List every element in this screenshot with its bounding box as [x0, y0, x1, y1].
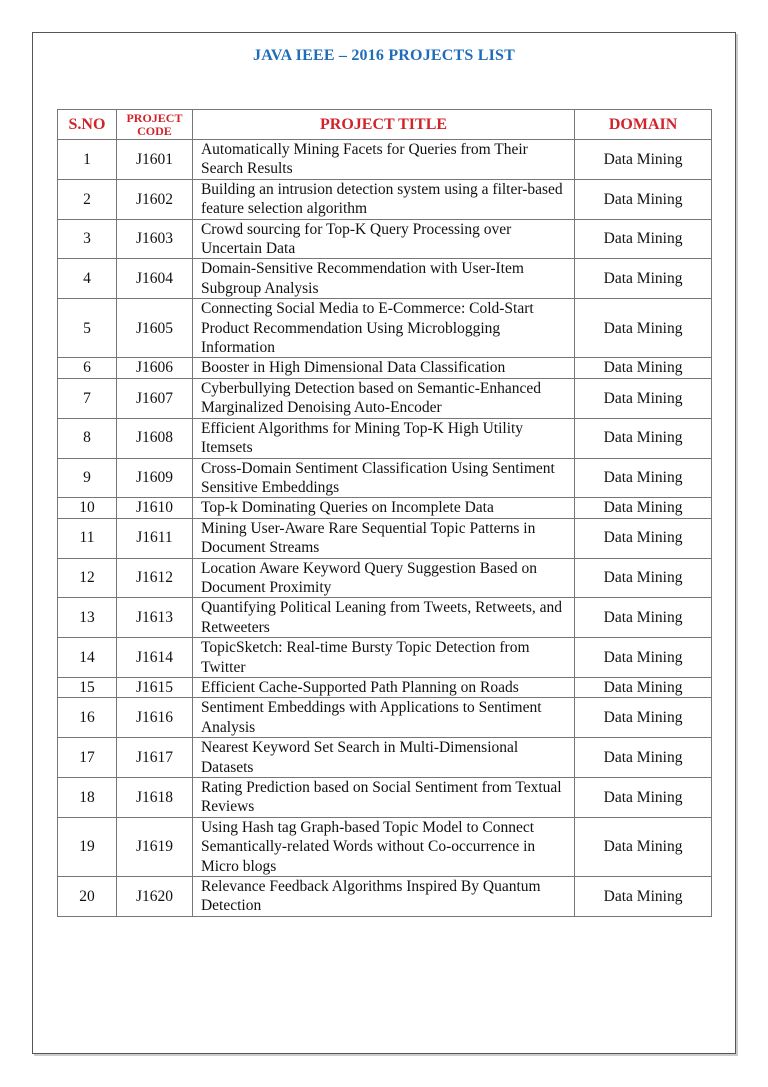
cell-project-code: J1606 — [116, 358, 192, 378]
cell-project-code: J1620 — [116, 877, 192, 917]
cell-project-title: Location Aware Keyword Query Suggestion Based on Document Proximity — [192, 558, 574, 598]
cell-domain: Data Mining — [575, 877, 712, 917]
cell-sno: 8 — [58, 418, 117, 458]
cell-sno: 7 — [58, 378, 117, 418]
table-row — [58, 299, 712, 358]
cell-domain: Data Mining — [575, 418, 712, 458]
cell-project-title: TopicSketch: Real-time Bursty Topic Detection from Twitter — [192, 638, 574, 678]
cell-domain: Data Mining — [575, 638, 712, 678]
cell-domain: Data Mining — [575, 179, 712, 219]
cell-project-code: J1611 — [116, 518, 192, 558]
table-row — [58, 498, 712, 518]
cell-sno: 6 — [58, 358, 117, 378]
cell-project-title: Automatically Mining Facets for Queries from Their Search Results — [192, 140, 574, 180]
cell-domain: Data Mining — [575, 140, 712, 180]
header-sno: S.NO — [58, 110, 117, 140]
cell-sno: 18 — [58, 778, 117, 818]
cell-project-code: J1616 — [116, 698, 192, 738]
cell-sno: 3 — [58, 219, 117, 259]
cell-domain: Data Mining — [575, 259, 712, 299]
table-row — [58, 877, 712, 917]
cell-sno: 13 — [58, 598, 117, 638]
table-row — [58, 219, 712, 259]
cell-project-title: Building an intrusion detection system using a filter-based feature selection algorithm — [192, 179, 574, 219]
header-domain: DOMAIN — [575, 110, 712, 140]
cell-project-title: Crowd sourcing for Top-K Query Processing over Uncertain Data — [192, 219, 574, 259]
cell-project-code: J1605 — [116, 299, 192, 358]
cell-project-code: J1604 — [116, 259, 192, 299]
cell-sno: 12 — [58, 558, 117, 598]
table-row — [58, 140, 712, 180]
cell-project-title: Mining User-Aware Rare Sequential Topic Patterns in Document Streams — [192, 518, 574, 558]
cell-domain: Data Mining — [575, 817, 712, 876]
cell-domain: Data Mining — [575, 518, 712, 558]
cell-project-title: Connecting Social Media to E-Commerce: Cold-Start Product Recommendation Using Microblogging Information — [192, 299, 574, 358]
cell-domain: Data Mining — [575, 358, 712, 378]
cell-sno: 14 — [58, 638, 117, 678]
cell-project-code: J1608 — [116, 418, 192, 458]
cell-project-title: Rating Prediction based on Social Sentiment from Textual Reviews — [192, 778, 574, 818]
cell-domain: Data Mining — [575, 778, 712, 818]
cell-domain: Data Mining — [575, 458, 712, 498]
cell-sno: 2 — [58, 179, 117, 219]
cell-project-code: J1610 — [116, 498, 192, 518]
cell-domain: Data Mining — [575, 598, 712, 638]
table-row — [58, 418, 712, 458]
table-header-row — [58, 110, 712, 140]
cell-project-title: Sentiment Embeddings with Applications to Sentiment Analysis — [192, 698, 574, 738]
header-code-line2: CODE — [137, 123, 172, 138]
cell-sno: 5 — [58, 299, 117, 358]
projects-table — [57, 109, 712, 917]
cell-project-code: J1614 — [116, 638, 192, 678]
cell-project-code: J1615 — [116, 677, 192, 697]
cell-project-title: Cyberbullying Detection based on Semantic-Enhanced Marginalized Denoising Auto-Encoder — [192, 378, 574, 418]
cell-project-title: Booster in High Dimensional Data Classification — [192, 358, 574, 378]
cell-project-title: Relevance Feedback Algorithms Inspired By Quantum Detection — [192, 877, 574, 917]
table-row — [58, 677, 712, 697]
cell-domain: Data Mining — [575, 698, 712, 738]
table-row — [58, 638, 712, 678]
cell-project-title: Efficient Algorithms for Mining Top-K High Utility Itemsets — [192, 418, 574, 458]
cell-domain: Data Mining — [575, 558, 712, 598]
cell-sno: 1 — [58, 140, 117, 180]
cell-sno: 9 — [58, 458, 117, 498]
cell-project-code: J1602 — [116, 179, 192, 219]
header-project-code — [116, 110, 192, 140]
table-row — [58, 558, 712, 598]
cell-sno: 15 — [58, 677, 117, 697]
table-row — [58, 817, 712, 876]
cell-sno: 10 — [58, 498, 117, 518]
cell-sno: 4 — [58, 259, 117, 299]
cell-project-title: Efficient Cache-Supported Path Planning on Roads — [192, 677, 574, 697]
table-row — [58, 378, 712, 418]
cell-project-code: J1603 — [116, 219, 192, 259]
page-title: JAVA IEEE – 2016 PROJECTS LIST — [253, 47, 515, 64]
table-row — [58, 259, 712, 299]
table-row — [58, 738, 712, 778]
cell-project-code: J1613 — [116, 598, 192, 638]
cell-project-code: J1601 — [116, 140, 192, 180]
cell-sno: 17 — [58, 738, 117, 778]
header-code-line1: PROJECT — [126, 110, 183, 125]
cell-sno: 19 — [58, 817, 117, 876]
table-row — [58, 179, 712, 219]
cell-domain: Data Mining — [575, 378, 712, 418]
cell-project-code: J1612 — [116, 558, 192, 598]
cell-domain: Data Mining — [575, 677, 712, 697]
table-row — [58, 518, 712, 558]
cell-domain: Data Mining — [575, 498, 712, 518]
cell-project-title: Cross-Domain Sentiment Classification Using Sentiment Sensitive Embeddings — [192, 458, 574, 498]
cell-project-title: Using Hash tag Graph-based Topic Model to Connect Semantically-related Words without Co-occurrence in Micro blogs — [192, 817, 574, 876]
table-row — [58, 598, 712, 638]
cell-project-code: J1619 — [116, 817, 192, 876]
cell-domain: Data Mining — [575, 738, 712, 778]
table-row — [58, 358, 712, 378]
cell-project-title: Top-k Dominating Queries on Incomplete Data — [192, 498, 574, 518]
cell-sno: 20 — [58, 877, 117, 917]
cell-project-title: Domain-Sensitive Recommendation with User-Item Subgroup Analysis — [192, 259, 574, 299]
cell-project-code: J1607 — [116, 378, 192, 418]
table-row — [58, 458, 712, 498]
header-project-title: PROJECT TITLE — [192, 110, 574, 140]
cell-project-title: Quantifying Political Leaning from Tweets, Retweets, and Retweeters — [192, 598, 574, 638]
cell-project-code: J1618 — [116, 778, 192, 818]
cell-project-title: Nearest Keyword Set Search in Multi-Dimensional Datasets — [192, 738, 574, 778]
table-row — [58, 778, 712, 818]
cell-domain: Data Mining — [575, 219, 712, 259]
cell-sno: 11 — [58, 518, 117, 558]
table-row — [58, 698, 712, 738]
cell-sno: 16 — [58, 698, 117, 738]
cell-domain: Data Mining — [575, 299, 712, 358]
cell-project-code: J1609 — [116, 458, 192, 498]
cell-project-code: J1617 — [116, 738, 192, 778]
